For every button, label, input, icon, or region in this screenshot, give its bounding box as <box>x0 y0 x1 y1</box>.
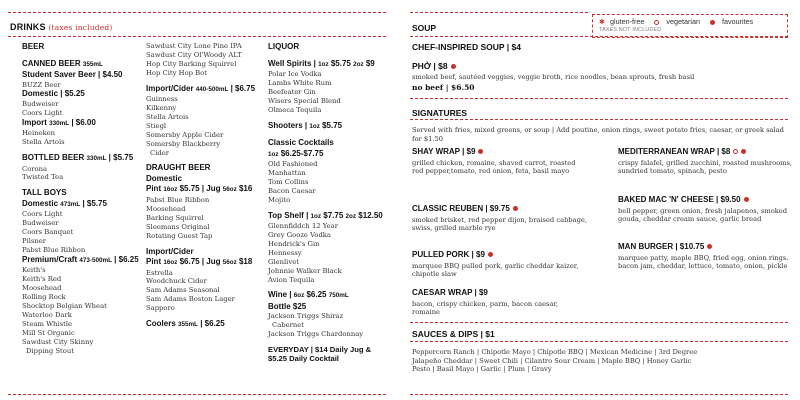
menu-item: Manhattan <box>268 168 306 177</box>
signature-item-caesar-wrap <box>412 288 587 317</box>
pint-size: 16oz <box>163 259 178 266</box>
shooters-size: 1oz <box>309 122 320 130</box>
soup-bottom-rule <box>410 98 788 99</box>
import-price: | $6.00 <box>71 117 96 127</box>
draught-import-pint-price <box>146 257 266 269</box>
menu-item: Waterloo Dark <box>22 310 72 319</box>
menu-item: Hop City Barking Squirrel <box>146 59 237 68</box>
menu-item: Glennfiddch 12 Year <box>268 222 338 231</box>
shooters-title <box>268 121 393 133</box>
beer-column-2 <box>146 42 266 331</box>
menu-item: Corona <box>22 164 48 173</box>
favourite-dot-icon <box>744 197 749 202</box>
menu-item: Hop City Hop Bot <box>146 68 207 77</box>
item-title-text: BAKED MAC 'N' CHEESE | $9.50 <box>618 195 741 204</box>
item-title <box>412 147 587 158</box>
signature-item-shay-wrap <box>412 147 587 176</box>
menu-item: Johnnie Walker Black <box>268 266 342 275</box>
menu-item: Polar Ice Vodka <box>268 70 322 78</box>
sauces-line: Jalapeño Cheddar | Sweet Chili | Cilantro Sour Cream | Maple BBQ | Honey Garlic <box>412 356 692 365</box>
item-title <box>412 204 587 215</box>
menu-item: Dipping Stout <box>26 346 74 355</box>
tall-boys-title: TALL BOYS <box>22 188 67 198</box>
jug-price: $18 <box>238 257 253 266</box>
signature-item-mediterranean-wrap <box>618 147 793 176</box>
well-size-2: 2oz <box>353 60 364 68</box>
menu-item: Grey Gooze Vodka <box>268 230 331 239</box>
item-title <box>618 242 793 253</box>
classic-size: 1oz <box>268 150 279 158</box>
menu-item: Coors Light <box>22 108 63 117</box>
menu-item: Sleemans Original <box>146 222 210 231</box>
sauces-rule <box>410 341 788 342</box>
favourite-dot-icon <box>488 252 493 257</box>
drinks-title-text: DRINKS <box>10 22 46 32</box>
filled-dot-icon <box>710 20 715 25</box>
item-title-text: SHAY WRAP | $9 <box>412 147 476 156</box>
classic-price: $6.25-$7.75 <box>280 148 324 158</box>
menu-item: Tom Collins <box>268 177 309 186</box>
item-title-text: MAN BURGER | $10.75 <box>618 242 705 251</box>
item-title-text: CLASSIC REUBEN | $9.75 <box>412 204 510 213</box>
import-size: 330mL <box>49 119 70 127</box>
well-price-1: $5.75 <box>330 58 351 68</box>
favourite-dot-icon <box>478 149 483 154</box>
student-saver-title: Student Saver Beer | $4.50 <box>22 70 123 79</box>
wine-price-1: $6.25 <box>306 290 327 300</box>
menu-item: Hendrick's Gin <box>268 239 320 248</box>
legend-favourites: favourites <box>721 17 754 26</box>
pint-price: $5.75 | Jug <box>179 184 221 194</box>
legend-vegetarian: vegetarian <box>666 17 700 26</box>
signatures-bottom-rule <box>410 322 788 323</box>
menu-item: Mill St Organic <box>22 328 75 337</box>
menu-item: Sawdust City Skinny <box>22 337 94 346</box>
import-cider-price: | $6.75 <box>230 83 256 93</box>
classic-cocktails-title: Classic Cocktails <box>268 138 334 148</box>
menu-item: Budweiser <box>22 99 59 108</box>
menu-item: Heineken <box>22 129 56 138</box>
beer-column <box>22 42 152 355</box>
well-size-1: 1oz <box>318 60 329 68</box>
menu-item: Kilkenny <box>146 104 177 113</box>
import-cider-size: 440-500mL <box>195 85 229 93</box>
menu-item: Old Fashioned <box>268 160 318 169</box>
top-rule-right <box>410 12 588 13</box>
menu-item: Cider <box>150 148 169 157</box>
menu-item: Sam Adams Boston Lager <box>146 295 235 304</box>
signature-item-pulled-pork <box>412 250 587 279</box>
item-title-text: PULLED PORK | $9 <box>412 250 485 259</box>
item-title <box>618 147 793 158</box>
sauces-line: Peppercorn Ranch | Chipotle Mayo | Chipotle BBQ | Mexican Medicine | 3rd Degree <box>412 348 698 356</box>
shooters-label: Shooters | <box>268 120 308 130</box>
menu-item: Stiegl <box>146 121 167 130</box>
coolers-price: | $6.25 <box>200 319 225 329</box>
menu-item: Coors Banquet <box>22 228 74 237</box>
beer-heading: BEER <box>22 42 45 51</box>
wine-size-2: 750mL <box>328 292 349 300</box>
domestic-title: Domestic | $5.25 <box>22 89 85 99</box>
coolers-title <box>146 319 266 331</box>
menu-item: Coors Light <box>22 210 63 219</box>
menu-item: Barking Squirrel <box>146 213 204 222</box>
menu-item: Avion Tequila <box>268 275 315 284</box>
coolers-label: Coolers <box>146 319 176 329</box>
coolers-size: 355mL <box>178 321 198 329</box>
everyday-special-2: $5.25 Daily Cocktail <box>268 354 339 364</box>
classic-cocktails-price <box>268 149 393 161</box>
sauces-list <box>412 348 792 374</box>
menu-item: Sapporo <box>146 304 175 313</box>
signatures-rule <box>410 119 788 120</box>
item-description: bell pepper, green onion, fresh jalapenos, smoked gouda, cheddar cream sauce, garlic bread <box>618 206 788 224</box>
everyday-special-1: EVERYDAY | $14 Daily Jug & <box>268 345 372 355</box>
premium-label: Premium/Craft <box>22 254 78 264</box>
soup-title: SOUP <box>412 23 437 33</box>
draught-pint-price <box>146 184 266 196</box>
menu-item: Budweiser <box>22 219 59 228</box>
pho-title-text: PHỞ | $8 <box>412 61 448 71</box>
well-spirits-title <box>268 59 393 71</box>
chef-soup-title: CHEF-INSPIRED SOUP | $4 <box>412 42 521 52</box>
tall-domestic-size: 473mL <box>60 200 81 208</box>
menu-item: Twisted Tea <box>22 173 64 182</box>
signatures-intro: Served with fries, mixed greens, or soup | Add poutine, onion rings, sweet potato fries, caesar, or greek salad for $1.50 <box>412 126 784 143</box>
topshelf-price-2: $12.50 <box>358 210 383 220</box>
tall-domestic-title <box>22 199 152 211</box>
sauces-line: Pesto | Basil Mayo | Garlic | Plum | Gravy <box>412 365 552 374</box>
item-description: crispy falafel, grilled zucchini, roasted mushrooms, sundried tomato, spinach, pesto <box>618 158 793 176</box>
menu-item: Sawdust City Lone Pine IPA <box>146 42 242 50</box>
signature-item-baked-mac <box>618 195 793 224</box>
top-shelf-title <box>268 211 393 223</box>
favourite-dot-icon <box>451 64 456 69</box>
menu-item: Glenlivet <box>268 257 299 266</box>
top-rule-left <box>8 12 386 13</box>
favourite-dot-icon <box>707 244 712 249</box>
premium-price: | $6.25 <box>114 254 139 264</box>
wine-label: Wine | <box>268 290 292 300</box>
pho-no-beef: no beef | $6.50 <box>412 83 475 92</box>
bottled-size: 330mL <box>86 155 107 163</box>
topshelf-price-1: $7.75 <box>323 210 344 220</box>
favourite-dot-icon <box>741 149 746 154</box>
import-cider-label: Import/Cider <box>146 83 194 93</box>
menu-item: Stella Artois <box>146 112 189 121</box>
liquor-column <box>268 42 393 363</box>
menu-item: Pabst Blue Ribbon <box>146 195 210 204</box>
menu-item: Woodchuck Cider <box>146 277 207 286</box>
menu-item: Bacon Caesar <box>268 186 316 195</box>
item-description: grilled chicken, romaine, shaved carrot, roasted red pepper,tomato, red onion, feta, basil mayo <box>412 158 576 176</box>
import-title <box>22 118 152 130</box>
canned-beer-label: CANNED BEER <box>22 58 81 68</box>
bottom-rule-left <box>8 394 386 395</box>
pint-label: Pint <box>146 184 162 194</box>
bottom-rule-right <box>410 394 788 395</box>
menu-item: Guinness <box>146 95 178 104</box>
well-price-2: $9 <box>365 58 375 68</box>
topshelf-size-1: 1oz <box>310 212 322 220</box>
jug-size: 56oz <box>222 186 237 194</box>
item-description: bacon, crispy chicken, parm, bacon caesar, romaine <box>412 299 559 317</box>
canned-beer-title <box>22 59 152 71</box>
pint-price: $6.75 | Jug <box>179 257 221 266</box>
menu-item: Stella Artois <box>22 138 65 147</box>
jug-price: $16 <box>238 184 253 194</box>
bottled-beer-title <box>22 153 152 165</box>
bottled-price: | $5.75 <box>108 153 134 163</box>
tall-domestic-label: Domestic <box>22 198 59 208</box>
menu-item: Wisers Special Blend <box>268 96 341 105</box>
wine-bottle-price: Bottle $25 <box>268 301 307 311</box>
topshelf-label: Top Shelf | <box>268 210 309 220</box>
legend-box <box>592 14 788 38</box>
menu-item: Jackson Triggs Chardonnay <box>268 330 364 339</box>
menu-item: Hennessy <box>268 248 302 257</box>
liquor-heading: LIQUOR <box>268 42 300 51</box>
shooters-price: $5.75 <box>322 120 343 130</box>
import-label: Import <box>22 117 47 127</box>
menu-item: Estrella <box>146 268 173 277</box>
asterisk-icon: ✱ <box>599 17 606 26</box>
item-description: marquee patty, maple BBQ, fried egg, onion rings. bacon jam, cheddar, lettuce, tomato, onion, pickle <box>618 253 789 271</box>
menu-item: Pilsner <box>22 237 47 246</box>
item-title: CAESAR WRAP | $9 <box>412 288 488 297</box>
signatures-title: SIGNATURES <box>412 108 468 118</box>
premium-size: 473-500mL <box>79 256 112 264</box>
signature-item-classic-reuben <box>412 204 587 233</box>
well-label: Well Spirits | <box>268 58 316 68</box>
open-circle-icon <box>654 20 659 25</box>
menu-item: Steam Whistle <box>22 319 73 328</box>
menu-item: Shocktop Belgian Wheat <box>22 302 107 310</box>
menu-item: Somersby Apple Cider <box>146 130 224 139</box>
menu-item: Keith's Red <box>22 275 62 284</box>
menu-item: Rotating Guest Tap <box>146 231 213 240</box>
menu-item: Moosehead <box>22 284 62 293</box>
menu-item: Rolling Rock <box>22 293 66 302</box>
item-description: smoked brisket, red pepper dijon, braised cabbage, swiss, grilled marble rye <box>412 215 587 233</box>
tall-domestic-price: | $5.75 <box>82 198 107 208</box>
menu-item: Sawdust City Ol'Woody ALT <box>146 50 242 59</box>
menu-item: Mojito <box>268 195 291 204</box>
vegetarian-circle-icon <box>733 149 738 154</box>
drinks-title <box>10 22 113 32</box>
item-title <box>412 250 587 261</box>
premium-craft-title <box>22 255 152 267</box>
import-cider-title <box>146 84 266 96</box>
menu-item: BUZZ Beer <box>22 80 61 89</box>
menu-item: Cabernet <box>272 321 305 330</box>
pint-size: 16oz <box>163 186 178 194</box>
draught-domestic-title: Domestic <box>146 173 183 183</box>
menu-item: Jackson Triggs Shiraz <box>268 312 344 321</box>
wine-size-1: 6oz <box>293 292 305 300</box>
pho-description: smoked beef, sautéed veggies, veggie broth, rice noodles, bean sprouts, fresh basil <box>412 73 695 81</box>
pho-title <box>412 61 456 71</box>
sauces-title: SAUCES & DIPS | $1 <box>412 329 495 339</box>
signature-item-man-burger <box>618 242 793 271</box>
draught-import-title: Import/Cider <box>146 246 194 256</box>
bottled-label: BOTTLED BEER <box>22 153 85 163</box>
legend-gluten-free: gluten-free <box>610 17 645 26</box>
item-title <box>618 195 793 206</box>
pint-label: Pint <box>146 257 162 266</box>
topshelf-size-2: 2oz <box>345 212 357 220</box>
menu-item: Keith's <box>22 266 46 275</box>
jug-size: 56oz <box>222 259 237 266</box>
menu-item: Moosehead <box>146 204 186 213</box>
menu-item: Somersby Blackberry <box>146 139 221 148</box>
canned-beer-size: 355mL <box>82 60 103 68</box>
menu-item: Lambs White Rum <box>268 78 332 87</box>
item-title-text: MEDITERRANEAN WRAP | $8 <box>618 147 731 156</box>
menu-item: Sam Adams Seasonal <box>146 286 220 295</box>
draught-beer-title: DRAUGHT BEER <box>146 163 211 173</box>
menu-item: Beefeater Gin <box>268 87 316 96</box>
menu-item: Olmeca Tequila <box>268 105 322 114</box>
menu-item: Pabst Blue Ribbon <box>22 245 86 254</box>
favourite-dot-icon <box>513 206 518 211</box>
drinks-subtitle: (taxes included) <box>48 23 113 32</box>
taxes-note: TAXES NOT INCLUDED <box>599 27 662 33</box>
item-description: marquee BBQ pulled pork, garlic cheddar kaizer, chipotle slaw <box>412 261 579 279</box>
drinks-rule <box>8 36 386 37</box>
wine-title <box>268 290 393 302</box>
